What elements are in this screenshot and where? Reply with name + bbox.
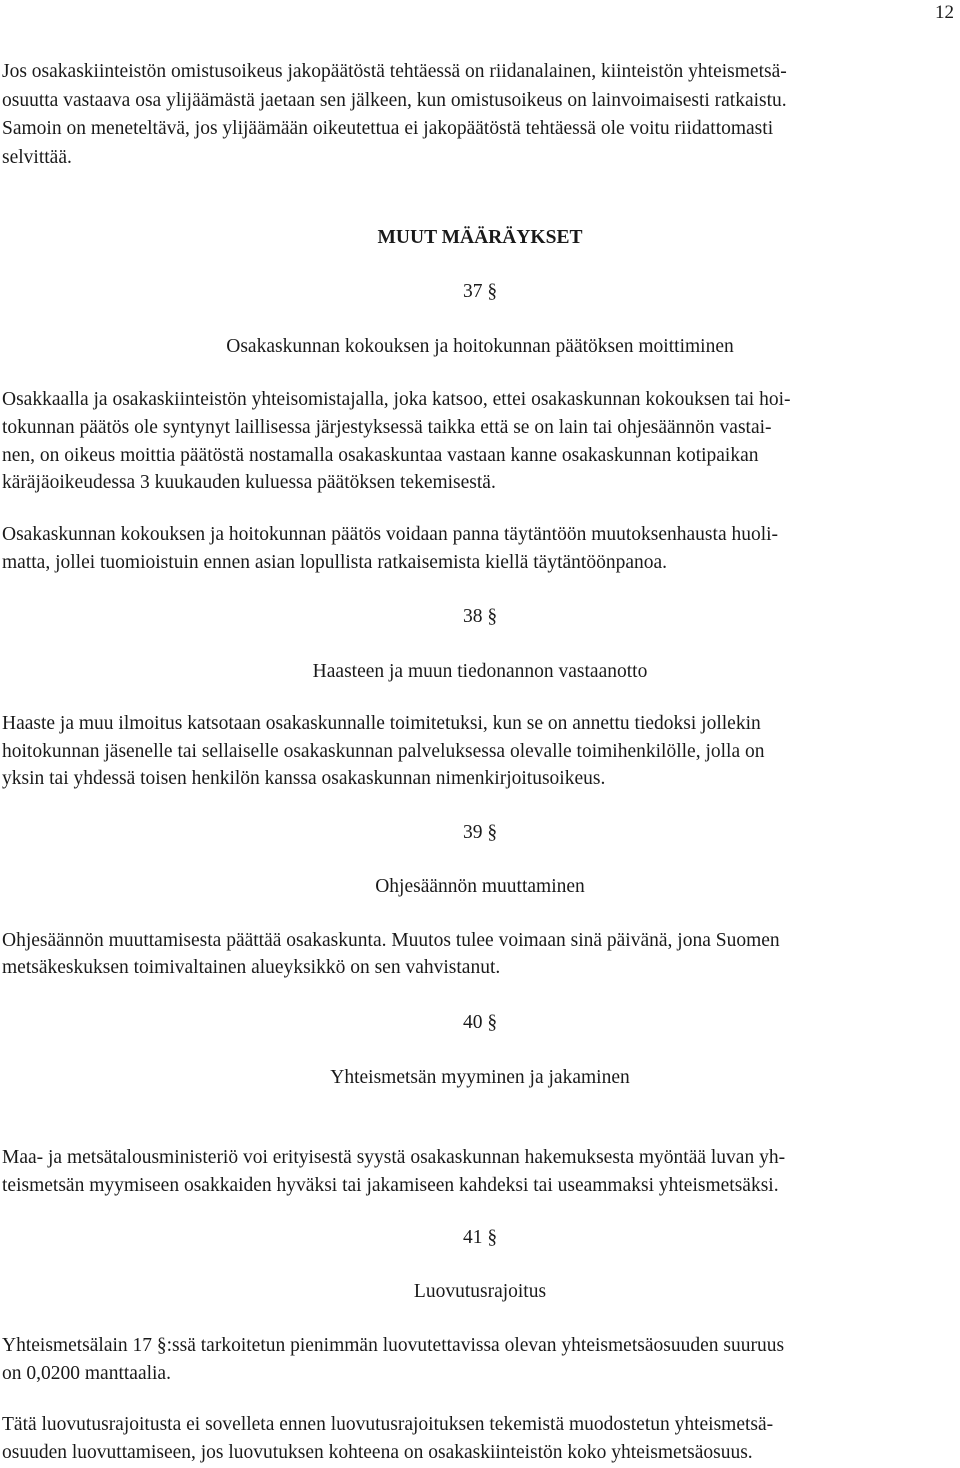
text-line: metsäkeskuksen toimivaltainen alueyksikkö on sen vahvistanut.: [2, 957, 501, 978]
text-line: yksin tai yhdessä toisen henkilön kanssa osakaskunnan nimenkirjoitusoikeus.: [2, 768, 606, 789]
text-line: Haaste ja muu ilmoitus katsotaan osakaskunnalle toimitetuksi, kun se on annettu tiedoksi jollekin: [2, 713, 761, 734]
page-number: 12: [935, 2, 954, 23]
text-line: Osakaskunnan kokouksen ja hoitokunnan päätös voidaan panna täytäntöön muutoksenhausta huoli-: [2, 524, 779, 545]
section-number: 37 §: [462, 281, 498, 302]
section-title: Ohjesäännön muuttaminen: [375, 876, 585, 897]
section-number: 39 §: [462, 822, 498, 843]
section-title: Osakaskunnan kokouksen ja hoitokunnan päätöksen moittiminen: [226, 336, 734, 357]
text-line: matta, jollei tuomioistuin ennen asian lopullista ratkaisemista kiellä täytäntöönpanoa.: [2, 552, 668, 573]
text-line: Yhteismetsälain 17 §:ssä tarkoitetun pienimmän luovutettavissa olevan yhteismetsäosuuden suuruus: [2, 1335, 785, 1356]
text-line: osuutta vastaava osa ylijäämästä jaetaan sen jälkeen, kun omistusoikeus on lainvoimaisesti ratkaistu.: [2, 90, 787, 111]
text-line: hoitokunnan jäsenelle tai sellaiselle osakaskunnan palveluksessa olevalle toimihenkilölle, jolla on: [2, 741, 765, 762]
chapter-heading: MUUT MÄÄRÄYKSET: [377, 227, 583, 248]
text-line: Maa- ja metsätalousministeriö voi erityisestä syystä osakaskunnan hakemuksesta myöntää luvan yh-: [2, 1147, 786, 1168]
text-line: Osakkaalla ja osakaskiinteistön yhteisomistajalla, joka katsoo, ettei osakaskunnan kokouksen tai hoi-: [2, 389, 791, 410]
text-line: Tätä luovutusrajoitusta ei sovelleta ennen luovutusrajoituksen tekemistä muodostetun yhteismetsä-: [2, 1414, 774, 1435]
text-line: Samoin on meneteltävä, jos ylijäämään oikeutettua ei jakopäätöstä tehtäessä ole voitu riidattomasti: [2, 118, 774, 139]
text-line: selvittää.: [2, 147, 72, 168]
section-number: 40 §: [462, 1012, 498, 1033]
text-line: teismetsän myymiseen osakkaiden hyväksi tai jakamiseen kahdeksi tai useammaksi yhteismetsäksi.: [2, 1175, 779, 1196]
section-number: 38 §: [462, 606, 498, 627]
text-line: käräjäoikeudessa 3 kuukauden kuluessa päätöksen tekemisestä.: [2, 472, 496, 493]
text-line: osuuden luovuttamiseen, jos luovutuksen kohteena on osakaskiinteistön koko yhteismetsäosuus.: [2, 1442, 753, 1463]
section-title: Haasteen ja muun tiedonannon vastaanotto: [312, 661, 648, 682]
text-line: on 0,0200 manttaalia.: [2, 1363, 171, 1384]
text-line: Jos osakaskiinteistön omistusoikeus jakopäätöstä tehtäessä on riidanalainen, kiinteistön yhteismetsä-: [2, 61, 787, 82]
section-title: Yhteismetsän myyminen ja jakaminen: [330, 1067, 630, 1088]
text-line: nen, on oikeus moittia päätöstä nostamalla osakaskuntaa vastaan kanne osakaskunnan kotipaikan: [2, 445, 759, 466]
section-title: Luovutusrajoitus: [413, 1281, 547, 1302]
text-line: Ohjesäännön muuttamisesta päättää osakaskunta. Muutos tulee voimaan sinä päivänä, jona Suomen: [2, 930, 780, 951]
text-line: tokunnan päätös ole syntynyt laillisessa järjestyksessä taikka että se on lain tai ohjesäännön vastai-: [2, 417, 772, 438]
section-number: 41 §: [462, 1227, 498, 1248]
